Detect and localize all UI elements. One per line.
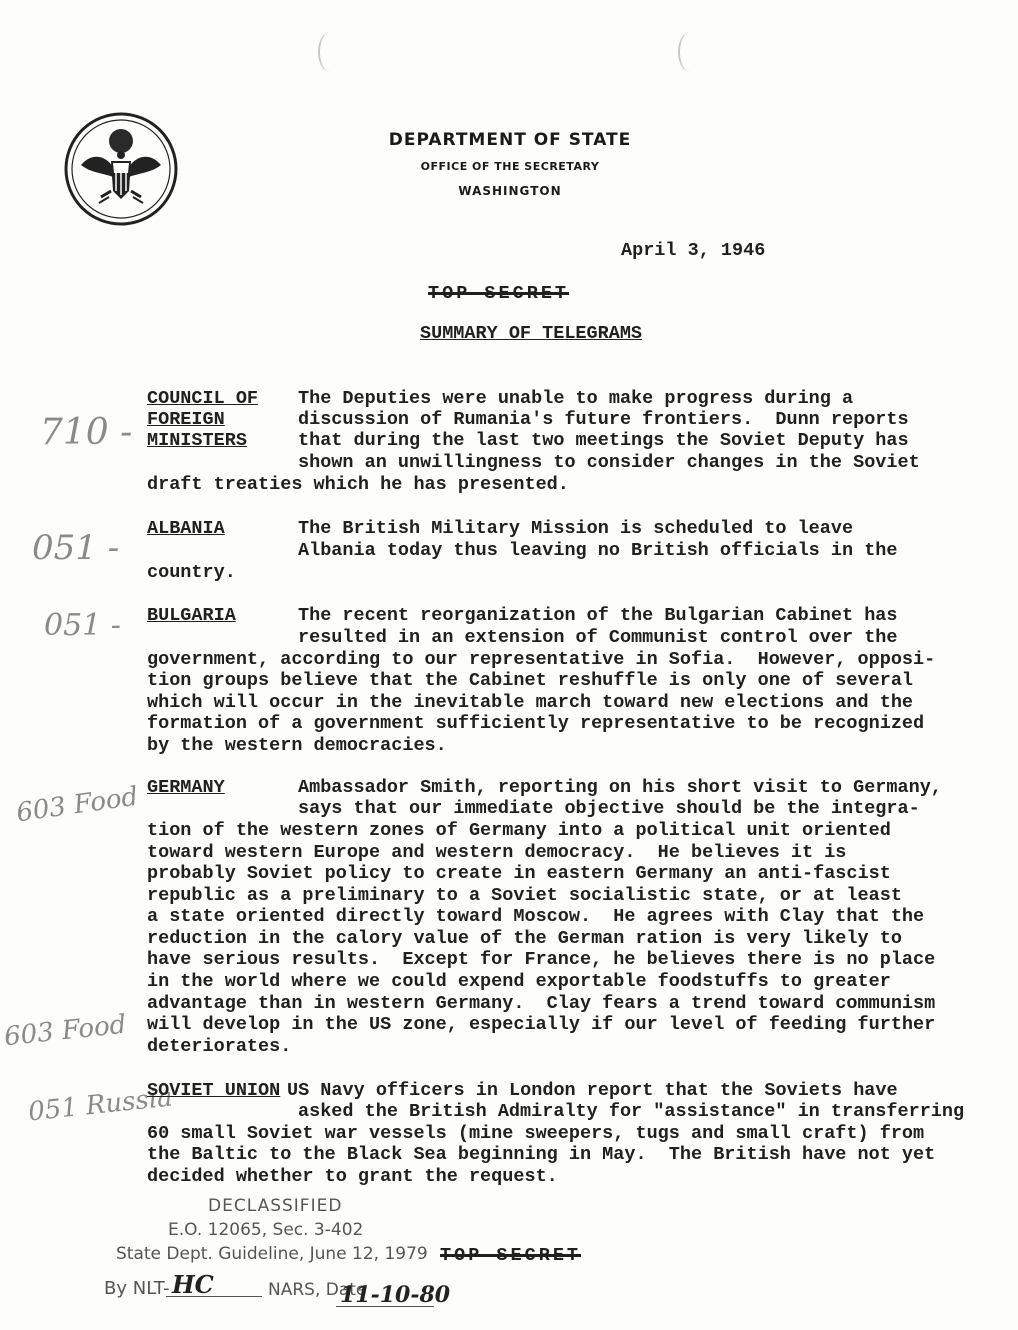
section-heading-albania: ALBANIA	[147, 518, 225, 539]
section-text-line: The recent reorganization of the Bulgarian Cabinet has	[298, 605, 898, 626]
section-text-line: asked the British Admiralty for "assistance" in transferring	[298, 1101, 965, 1122]
section-text-line: decided whether to grant the request.	[147, 1166, 558, 1187]
section-text-line: advantage than in western Germany. Clay fears a trend toward communism	[147, 993, 936, 1014]
margin-note-soviet-union: 051 Russia	[26, 1082, 174, 1128]
section-text-line: republic as a preliminary to a Soviet socialistic state, or at least	[147, 885, 902, 906]
section-text-line: a state oriented directly toward Moscow. He agrees with Clay that the	[147, 906, 925, 927]
nlt-initials: HC	[172, 1270, 214, 1299]
section-heading-cfm: MINISTERS	[147, 430, 247, 451]
section-text-line: government, according to our representative in Sofia. However, opposi-	[147, 649, 936, 670]
section-text-line: The British Military Mission is scheduled to leave	[298, 518, 854, 539]
section-heading-bulgaria: BULGARIA	[147, 605, 236, 626]
department-seal	[63, 111, 179, 227]
section-text-line: shown an unwillingness to consider changes in the Soviet	[298, 452, 920, 473]
document-title: SUMMARY OF TELEGRAMS	[420, 323, 643, 344]
section-text-line: US Navy officers in London report that the Soviets have	[287, 1080, 898, 1101]
section-text-line: The Deputies were unable to make progress during a	[298, 388, 854, 409]
office-name: OFFICE OF THE SECRETARY	[420, 160, 600, 173]
section-text-line: Ambassador Smith, reporting on his short visit to Germany,	[298, 777, 942, 798]
section-text-line: toward western Europe and western democracy. He believes it is	[147, 842, 847, 863]
nlt-underline	[166, 1296, 262, 1297]
department-name: DEPARTMENT OF STATE	[388, 130, 632, 150]
section-heading-cfm: COUNCIL OF	[147, 388, 259, 409]
section-text-line: reduction in the calory value of the German ration is very likely to	[147, 928, 902, 949]
declassified-guideline: State Dept. Guideline, June 12, 1979	[116, 1244, 428, 1264]
section-text-line: which will occur in the inevitable march toward new elections and the	[147, 692, 914, 713]
section-text-line: 60 small Soviet war vessels (mine sweepers, tugs and small craft) from	[147, 1123, 925, 1144]
section-text-line: draft treaties which he has presented.	[147, 474, 569, 495]
margin-note-germany-2: 603 Food	[2, 1009, 128, 1053]
classification-bottom: TOP SECRET	[440, 1245, 582, 1266]
section-text-line: that during the last two meetings the Soviet Deputy has	[298, 430, 909, 451]
section-text-line: have serious results. Except for France, he believes there is no place	[147, 949, 936, 970]
section-text-line: deteriorates.	[147, 1036, 292, 1057]
margin-note-germany: 603 Food	[14, 781, 140, 829]
margin-note-bulgaria: 051 -	[44, 608, 121, 643]
section-text-line: in the world where we could expend exportable foodstuffs to greater	[147, 971, 891, 992]
nlt-label: By NLT-	[104, 1278, 170, 1299]
margin-note-albania: 051 -	[32, 528, 120, 568]
section-text-line: formation of a government sufficiently representative to be recognized	[147, 713, 925, 734]
section-text-line: discussion of Rumania's future frontiers. Dunn reports	[298, 409, 909, 430]
classification-top: TOP SECRET	[428, 283, 570, 304]
punch-hole-right	[678, 32, 702, 72]
city-name: WASHINGTON	[458, 184, 562, 198]
section-text-line: resulted in an extension of Communist control over the	[298, 627, 898, 648]
section-heading-cfm: FOREIGN	[147, 409, 225, 430]
nars-date: 11-10-80	[340, 1282, 451, 1308]
declassified-eo: E.O. 12065, Sec. 3-402	[168, 1220, 364, 1240]
section-text-line: probably Soviet policy to create in eastern Germany an anti-fascist	[147, 863, 891, 884]
margin-note-cfm: 710 -	[40, 412, 133, 453]
declassified-label: DECLASSIFIED	[208, 1196, 343, 1216]
section-text-line: by the western democracies.	[147, 735, 447, 756]
section-text-line: tion groups believe that the Cabinet reshuffle is only one of several	[147, 670, 914, 691]
section-text-line: will develop in the US zone, especially if our level of feeding further	[147, 1014, 936, 1035]
section-text-line: says that our immediate objective should be the integra-	[298, 798, 920, 819]
document-date: April 3, 1946	[621, 240, 766, 261]
section-text-line: country.	[147, 562, 236, 583]
punch-hole-left	[318, 32, 342, 72]
section-text-line: Albania today thus leaving no British officials in the	[298, 540, 898, 561]
section-heading-soviet-union: SOVIET UNION	[147, 1080, 281, 1101]
nars-date-underline	[336, 1306, 434, 1307]
section-heading-germany: GERMANY	[147, 777, 225, 798]
nars-label: NARS, Date	[268, 1280, 367, 1300]
section-text-line: tion of the western zones of Germany into a political unit oriented	[147, 820, 891, 841]
section-text-line: the Baltic to the Black Sea beginning in May. The British have not yet	[147, 1144, 936, 1165]
